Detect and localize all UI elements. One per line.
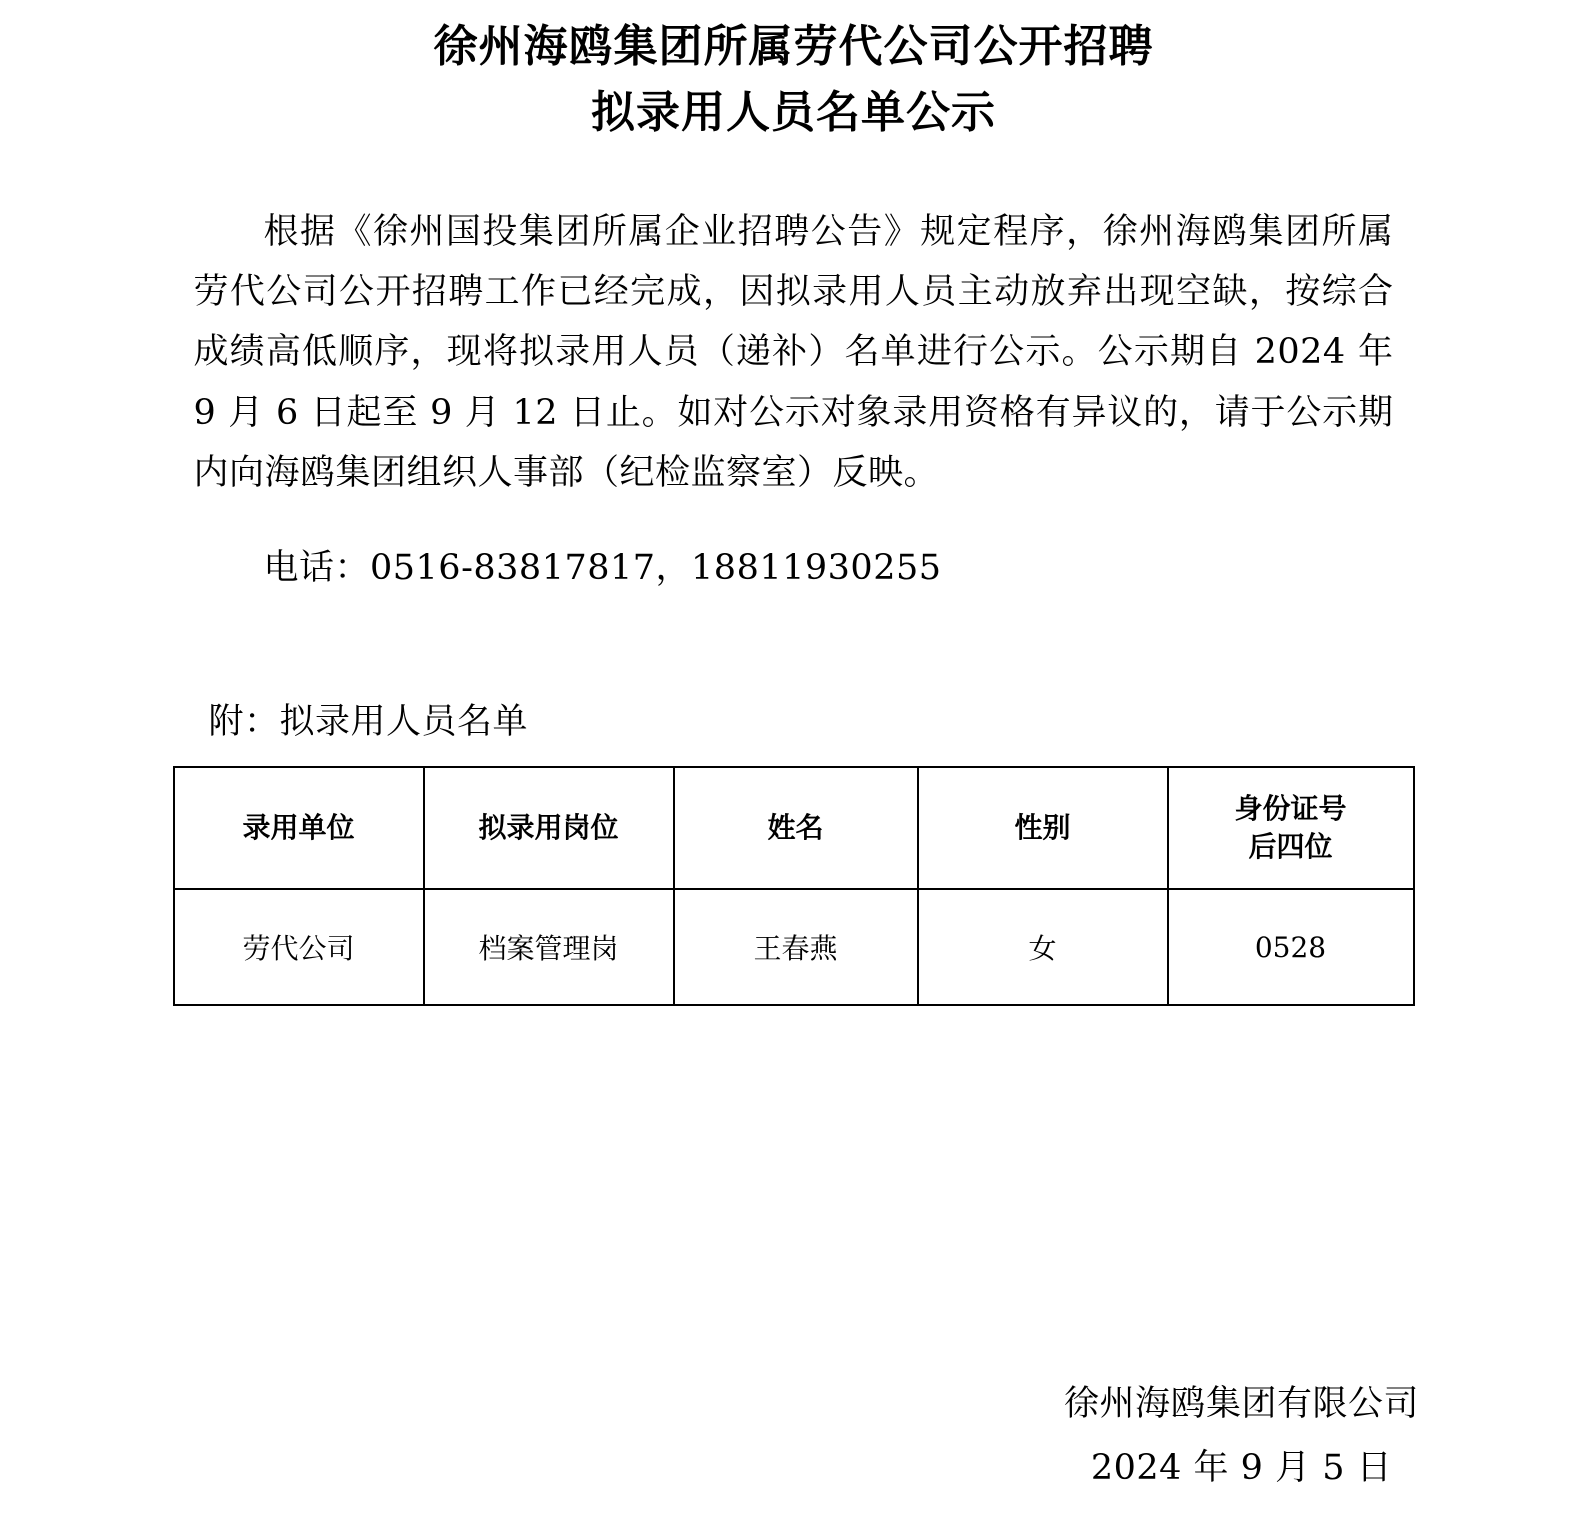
page-title-line-2: 拟录用人员名单公示 [591,87,996,138]
table-header-id-last4 [1168,767,1414,889]
table-header-row [174,767,1414,889]
table-header-unit: 录用单位 [174,767,424,889]
cell-name: 王春燕 [674,889,918,1005]
table-header-gender: 性别 [918,767,1168,889]
page-title-line-1: 徐州海鸥集团所属劳代公司公开招聘 [433,21,1154,72]
hired-personnel-table [173,766,1415,1006]
table-header-id-line-1: 身份证号 [1234,792,1347,826]
signature-organization: 徐州海鸥集团有限公司 [1063,1383,1419,1424]
cell-gender: 女 [918,889,1168,1005]
signature-date: 2024 年 9 月 5 日 [1090,1448,1393,1489]
table-header-name: 姓名 [674,767,918,889]
cell-unit: 劳代公司 [174,889,424,1005]
page-title [0,0,1587,146]
table-header-id-line-2: 后四位 [1248,830,1333,864]
attachment-label: 附：拟录用人员名单 [208,702,529,743]
table-body [174,889,1414,1005]
table-header-position: 拟录用岗位 [424,767,674,889]
table-row [174,889,1414,1005]
table-header [174,767,1414,889]
document-body [194,202,1394,598]
signature-block [1064,1372,1419,1502]
body-paragraph: 根据《徐州国投集团所属企业招聘公告》规定程序，徐州海鸥集团所属劳代公司公开招聘工作已经完成，因拟录用人员主动放弃出现空缺，按综合成绩高低顺序，现将拟录用人员（递补）名单进行公示。公示期自 2024 年 9 月 6 日起至 9 月 12 日止。如对公示对象录用资格有异议的，请于公示期内向海鸥集团组织人事部（纪检监察室）反映。 [193,212,1394,493]
cell-position: 档案管理岗 [424,889,674,1005]
contact-phone-line: 电话：0516-83817817，18811930255 [263,547,942,588]
cell-id-last4: 0528 [1168,889,1414,1005]
